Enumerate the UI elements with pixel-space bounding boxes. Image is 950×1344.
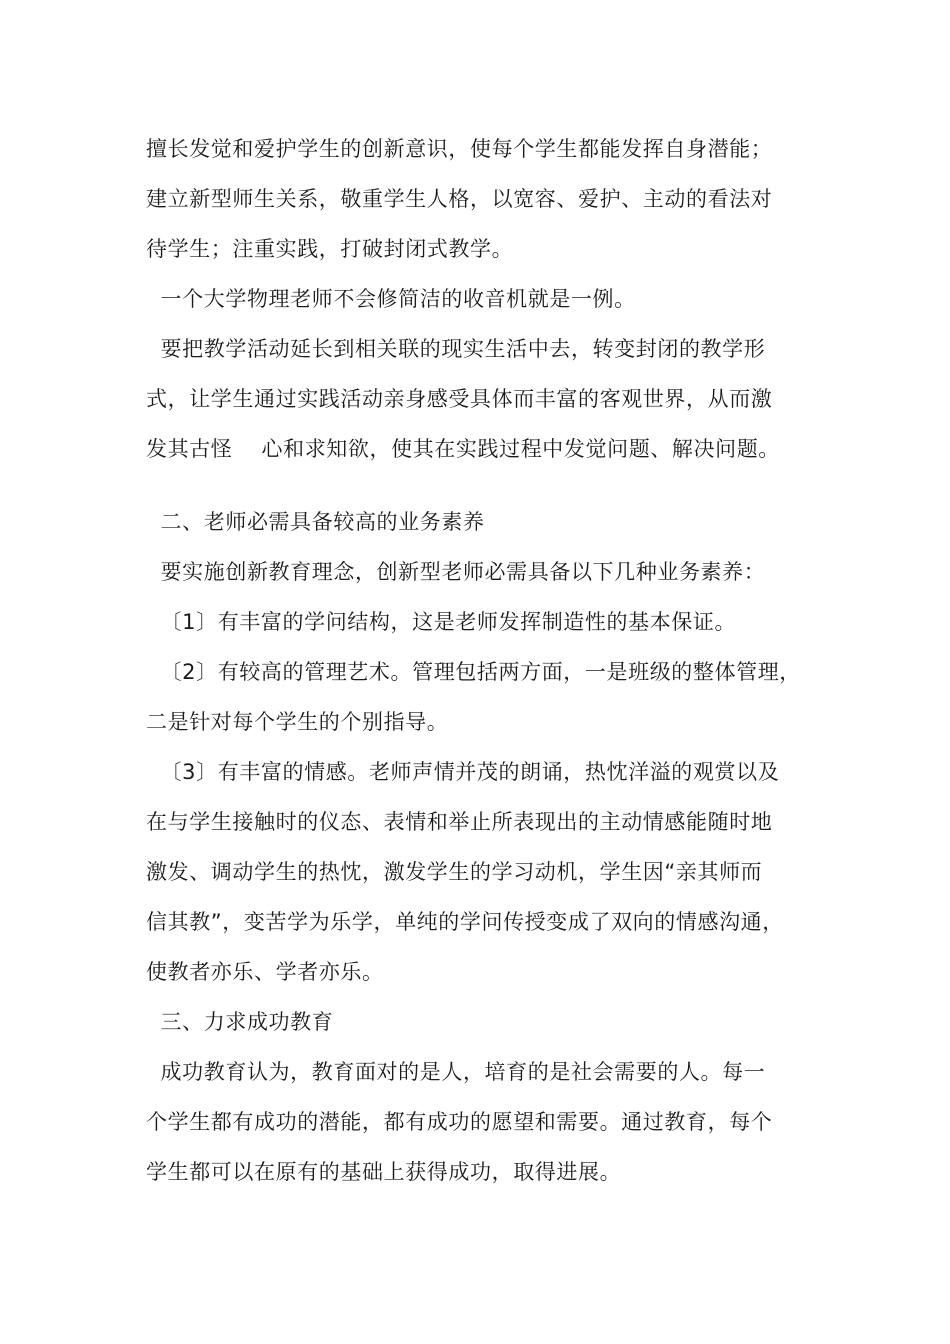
- text-line-19: 成功教育认为，教育面对的是人，培育的是社会需要的人。每一: [146, 1060, 766, 1084]
- text-line-17: 使教者亦乐、学者亦乐。: [146, 960, 384, 984]
- text-line-6: 式，让学生通过实践活动亲身感受具体而丰富的客观世界，从而激: [146, 387, 773, 411]
- text-line-2: 建立新型师生关系，敬重学生人格，以宽容、爱护、主动的看法对: [146, 187, 773, 211]
- text-line-7: 发其古怪 心和求知欲，使其在实践过程中发觉问题、解决问题。: [146, 437, 780, 461]
- text-line-16: 信其教”，变苦学为乐学，单纯的学问传授变成了双向的情感沟通，: [146, 910, 784, 934]
- section-heading-2: 二、老师必需具备较高的业务素养: [146, 510, 485, 534]
- text-line-4: 一个大学物理老师不会修简洁的收音机就是一例。: [146, 287, 636, 311]
- text-line-12: 二是针对每个学生的个别指导。: [146, 710, 449, 734]
- text-line-3: 待学生；注重实践，打破封闭式教学。: [146, 237, 514, 261]
- list-item-1: 〔1〕有丰富的学问结构，这是老师发挥制造性的基本保证。: [146, 610, 737, 634]
- text-line-15: 激发、调动学生的热忱，激发学生的学习动机，学生因“亲其师而: [146, 860, 763, 884]
- text-line-14: 在与学生接触时的仪态、表情和举止所表现出的主动情感能随时地: [146, 810, 773, 834]
- list-item-3: 〔3〕有丰富的情感。老师声情并茂的朗诵，热忱洋溢的观赏以及: [146, 760, 780, 784]
- text-line-9: 要实施创新教育理念，创新型老师必需具备以下几种业务素养：: [146, 560, 766, 584]
- text-line-1: 擅长发觉和爱护学生的创新意识，使每个学生都能发挥自身潜能；: [146, 137, 773, 161]
- text-line-5: 要把教学活动延长到相关联的现实生活中去，转变封闭的教学形: [146, 337, 766, 361]
- section-heading-3: 三、力求成功教育: [146, 1010, 334, 1034]
- text-line-21: 学生都可以在原有的基础上获得成功，取得进展。: [146, 1160, 622, 1184]
- list-item-2: 〔2〕有较高的管理艺术。管理包括两方面，一是班级的整体管理，: [146, 660, 801, 684]
- text-line-20: 个学生都有成功的潜能，都有成功的愿望和需要。通过教育，每个: [146, 1110, 773, 1134]
